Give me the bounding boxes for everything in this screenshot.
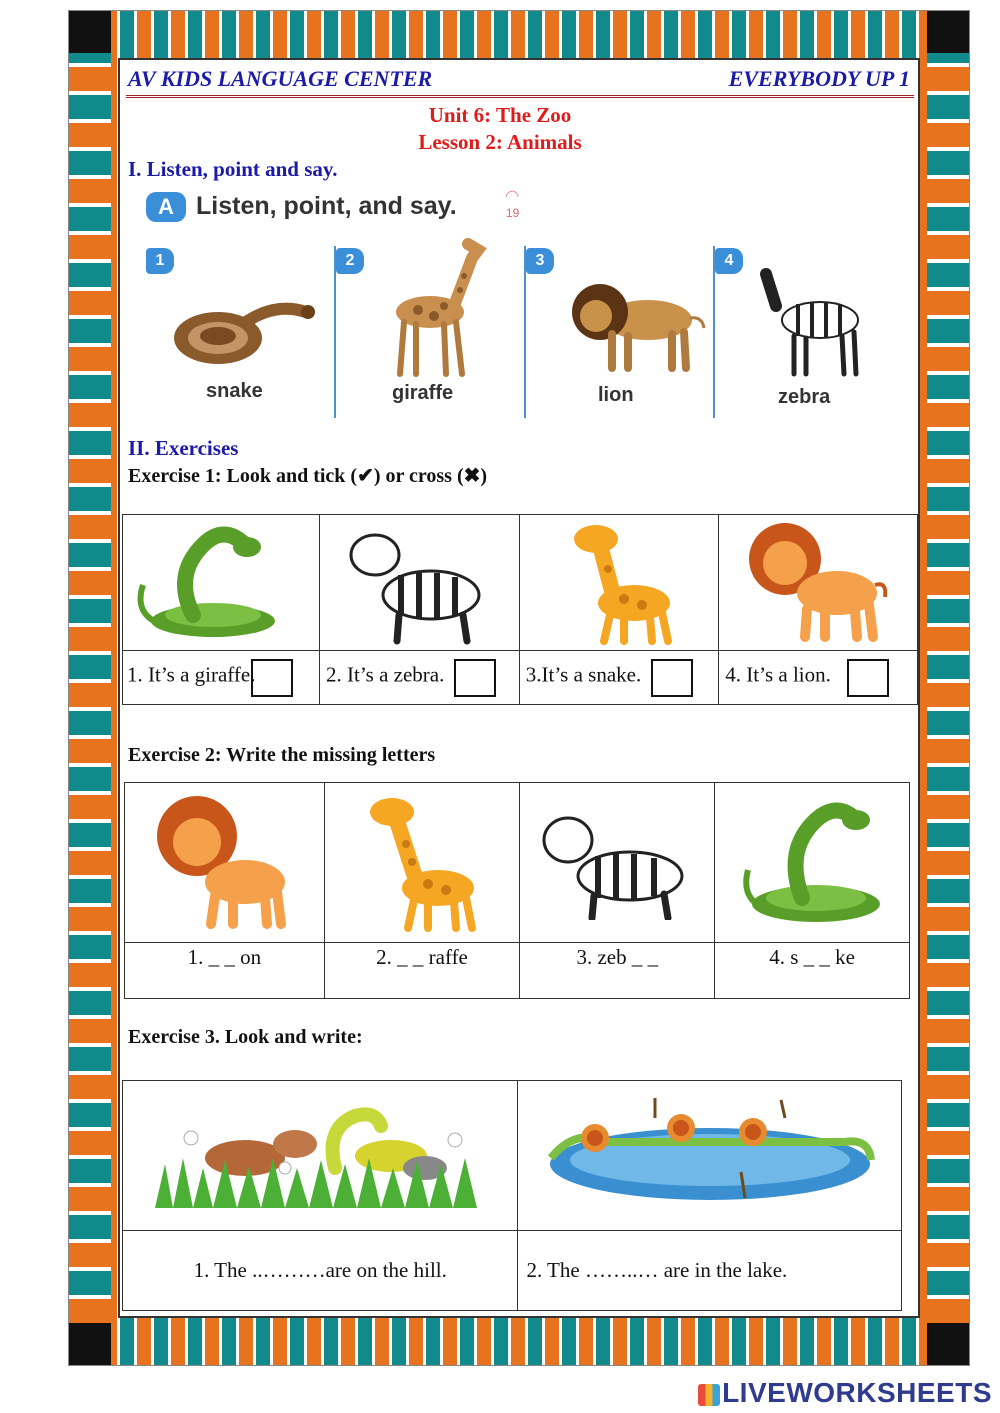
exercise3-title: Exercise 3. Look and write: — [128, 1026, 363, 1048]
border-bottom — [69, 1323, 969, 1365]
lions-at-lake-icon — [545, 1098, 875, 1208]
exercise2-item-2[interactable]: 2. _ _ raffe — [324, 943, 520, 999]
animal-label-zebra: zebra — [778, 386, 831, 408]
exercise1-image-cell — [320, 515, 520, 651]
answer-box-1[interactable] — [251, 659, 293, 697]
exercise3-image-row — [123, 1081, 902, 1231]
exercise2-image-cell — [715, 783, 910, 943]
exercise1-image-cell — [719, 515, 918, 651]
zebra-icon — [532, 800, 702, 920]
exercise3-item-2[interactable]: 2. The ……..… are in the lake. — [518, 1231, 902, 1311]
snake-icon — [123, 515, 319, 645]
answer-box-4[interactable] — [847, 659, 889, 697]
exercise3-image-cell — [123, 1081, 518, 1231]
corner-top-left — [69, 11, 111, 53]
answer-box-2[interactable] — [454, 659, 496, 697]
flag-number-2: 2 — [336, 248, 364, 274]
border-top — [69, 11, 969, 53]
exercise1-image-cell — [519, 515, 719, 651]
liveworksheets-logo: LIVEWORKSHEETS — [698, 1377, 992, 1409]
school-name: AV KIDS LANGUAGE CENTER — [128, 66, 433, 91]
exercise1-title: Exercise 1: Look and tick (✔) or cross (✖) — [128, 465, 488, 487]
activity-badge: A — [146, 192, 186, 222]
exercise3-item-1[interactable]: 1. The ..………are on the hill. — [123, 1231, 518, 1311]
animal-label-lion: lion — [598, 384, 634, 406]
lion-icon — [743, 515, 893, 645]
exercise2-image-cell — [125, 783, 325, 943]
activity-instruction: Listen, point, and say. — [196, 192, 457, 220]
exercise2-image-cell — [324, 783, 520, 943]
section2-heading: II. Exercises — [128, 436, 239, 460]
snake-icon — [166, 282, 318, 368]
giraffe-icon — [554, 515, 684, 645]
lion-icon — [568, 276, 706, 374]
exercise1-image-cell — [123, 515, 320, 651]
exercise1-table — [122, 514, 918, 705]
exercise1-text-row — [123, 651, 918, 705]
giraffe-icon — [382, 236, 494, 378]
zebra-icon — [758, 266, 870, 378]
exercise2-table — [124, 782, 910, 999]
flag-number-3: 3 — [526, 248, 554, 274]
exercise2-image-cell — [520, 783, 715, 943]
exercise1-item-4: 4. It’s a lion. — [719, 651, 918, 705]
section1-heading: I. Listen, point and say. — [128, 157, 338, 181]
course-name: EVERYBODY UP 1 — [728, 66, 910, 91]
page-header — [126, 64, 914, 98]
exercise2-item-1[interactable]: 1. _ _ on — [125, 943, 325, 999]
zebra-icon — [339, 515, 499, 645]
flag-number-1: 1 — [146, 248, 174, 274]
corner-top-right — [927, 11, 969, 53]
exercise1-item-1: 1. It’s a giraffe. — [123, 651, 320, 705]
answer-box-3[interactable] — [651, 659, 693, 697]
lesson-title: Lesson 2: Animals — [418, 130, 582, 154]
unit-title: Unit 6: The Zoo — [428, 103, 572, 127]
liveworksheets-mark-icon — [698, 1384, 720, 1406]
exercise1-item-3: 3.It’s a snake. — [519, 651, 719, 705]
exercise2-text-row — [125, 943, 910, 999]
exercise2-title: Exercise 2: Write the missing letters — [128, 744, 436, 766]
corner-bottom-left — [69, 1323, 111, 1365]
exercise3-image-cell — [518, 1081, 902, 1231]
border-right — [927, 11, 969, 1365]
exercise3-text-row — [123, 1231, 902, 1311]
snake-icon — [732, 790, 892, 930]
giraffe-icon — [352, 788, 492, 933]
audio-track-icon — [506, 186, 519, 220]
audio-wave-icon: ◜◝ — [506, 188, 519, 205]
animal-label-giraffe: giraffe — [392, 382, 454, 404]
snakes-in-grass-icon — [155, 1098, 485, 1208]
corner-bottom-right — [927, 1323, 969, 1365]
exercise3-table — [122, 1080, 902, 1311]
exercise1-image-row — [123, 515, 918, 651]
exercise2-image-row — [125, 783, 910, 943]
animal-label-snake: snake — [206, 380, 263, 402]
exercise2-item-4[interactable]: 4. s _ _ ke — [715, 943, 910, 999]
exercise1-item-2: 2. It’s a zebra. — [320, 651, 520, 705]
flag-number-4: 4 — [715, 248, 743, 274]
lion-icon — [149, 790, 299, 930]
exercise2-item-3[interactable]: 3. zeb _ _ — [520, 943, 715, 999]
border-left — [69, 11, 111, 1365]
audio-track-number: 19 — [506, 206, 520, 220]
